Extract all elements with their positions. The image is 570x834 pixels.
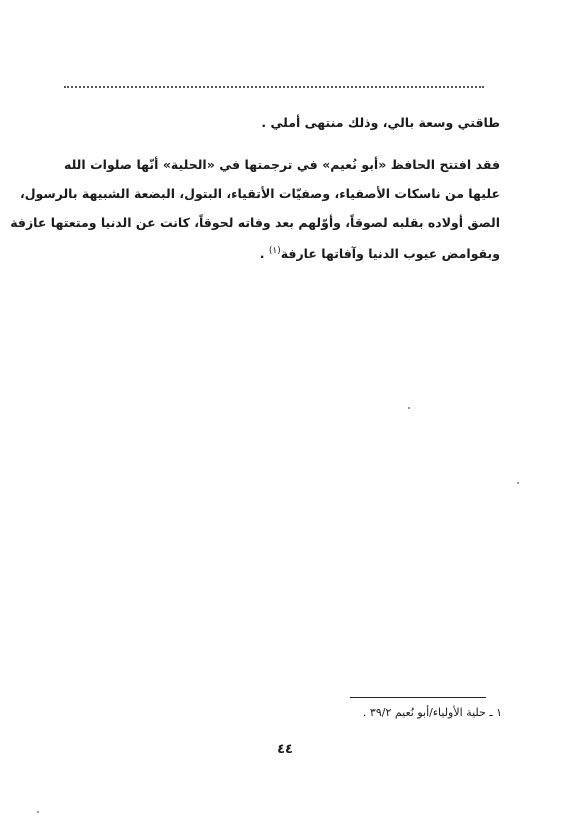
main-paragraph: [10, 150, 500, 268]
footnote-marker: (١): [268, 246, 281, 256]
paragraph-line: طاقتي وسعة بالي، وذلك منتهى أملي .: [261, 115, 500, 130]
page-number: ٤٤: [277, 742, 293, 757]
paragraph-line: فقد افتتح الحافظ «أبو نُعيم» في ترجمتها في «الحلية» أنّها صلوات الله: [64, 157, 500, 172]
footnote-separator: [350, 697, 486, 698]
dotted-separator: [64, 86, 484, 88]
paragraph-last-line: [64, 237, 500, 268]
scan-speck: [37, 811, 39, 813]
paragraph-line: الصق أولاده بقلبه لصوقاً، وأوّلهم بعد وفاته لحوقاً، كانت عن الدنيا ومتعتها عازفة: [10, 215, 500, 230]
footnote: ١ ـ حلية الأولياء/أبو نُعيم ٣٩/٢ .: [362, 706, 502, 719]
paragraph-ending: .: [259, 246, 269, 261]
scan-speck: [408, 407, 410, 409]
paragraph-line: عليها من ناسكات الأصفياء، وصفيّات الأتقياء، البتول، البضعة الشبيهة بالرسول،: [19, 186, 500, 201]
scan-speck: [517, 482, 519, 484]
continuation-paragraph: [64, 108, 500, 137]
paragraph-line-text: وبقوامض عيوب الدنيا وآفاتها عارفة: [280, 246, 500, 261]
